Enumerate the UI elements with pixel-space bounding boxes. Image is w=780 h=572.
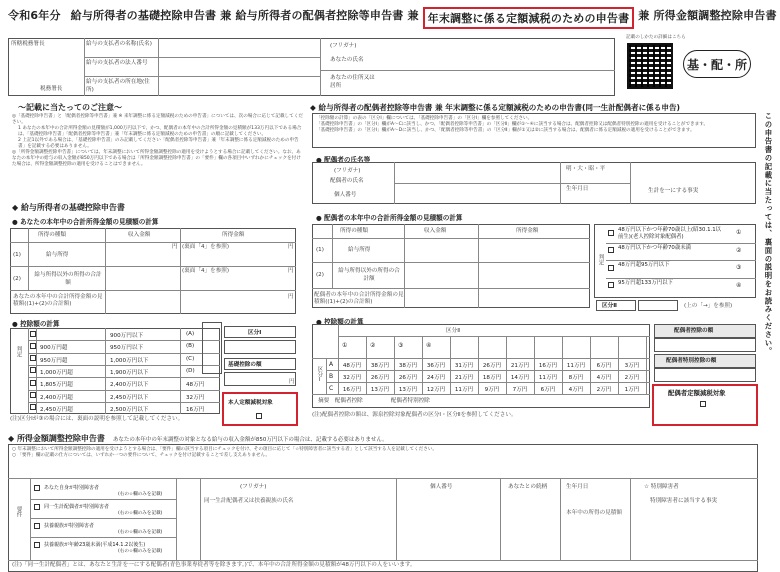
bracket-checkbox[interactable] xyxy=(30,392,38,399)
spouse-birthday-era: 明・大・昭・平 xyxy=(566,166,606,172)
bracket-code: 48万円 xyxy=(186,382,205,389)
notes-body xyxy=(12,114,304,168)
deduction-value: 2万円 xyxy=(596,387,612,393)
adjust-header xyxy=(8,433,388,444)
side-note: この申告書の記載に当たっては、裏面の説明をお読みください。 xyxy=(764,112,773,356)
row-divider xyxy=(30,499,176,500)
deduction-value: 32万円 xyxy=(342,375,362,381)
row-divider xyxy=(326,370,650,371)
deduction-value: 11万円 xyxy=(454,387,474,393)
title-join-2: 兼 xyxy=(407,9,419,22)
judge-item-label: 48万円超95万円以下 xyxy=(618,262,670,268)
spouse-col-amount: 所得金額 xyxy=(516,228,539,234)
req-label: 扶養親族が年齢23歳未満(平成14.1.2以後生) xyxy=(44,542,146,548)
judge-code: ② xyxy=(736,246,742,254)
judge-checkbox[interactable] xyxy=(608,264,616,271)
row-divider xyxy=(28,402,220,403)
adjust-relation: あなたとの続柄 xyxy=(508,484,548,490)
kubun1-label: 区分Ⅰ xyxy=(248,330,262,336)
adjust-mynumber: 個人番号 xyxy=(430,484,453,490)
basic-deduction-title: ● 控除額の計算 xyxy=(12,320,60,328)
yen-mark: 円 xyxy=(288,244,294,250)
bracket-checkbox[interactable] xyxy=(30,342,38,349)
judge-checkbox[interactable] xyxy=(608,282,616,289)
tax-office-suffix: 税務署長 xyxy=(40,86,63,92)
basic-section-title: ◆ 給与所得者の基礎控除申告書 xyxy=(12,203,125,212)
title-basic: 給与所得者の基礎控除申告書 xyxy=(70,9,217,22)
deduction-value: 16万円 xyxy=(538,363,558,369)
tax-office-label: 所轄税務署長 xyxy=(11,41,45,47)
deduction-value: 38万円 xyxy=(370,363,390,369)
spouse-teigaku-checkbox[interactable] xyxy=(700,400,708,407)
spouse-name-title: ● 配偶者の氏名等 xyxy=(316,156,371,164)
kubun1-side: 区分Ⅰ xyxy=(316,366,323,384)
spouse-total-label: 配偶者の本年中の合計所得金額の見積額((1)+(2)の合計額) xyxy=(314,292,404,306)
adjust-birthday: 生年月日 xyxy=(566,484,589,490)
spouse-intro-item: 「基礎控除申告書」の「区分Ⅰ」欄がA〜Cに該当し、かつ、「配偶者控除等申告書」の「区分Ⅱ」欄が①〜④に該当する場合は、配偶者控除又は配偶者特別控除の適用を受けることができます。 xyxy=(316,121,709,127)
deduction-value: 24万円 xyxy=(426,375,446,381)
adjust-instruction: ○ 「要件」欄の記載の仕方については、いずれか一つの要件について、チェックを付け記載することで差し支えありません。 xyxy=(12,452,270,458)
basic-col-income: 収入金額 xyxy=(128,232,151,238)
row-divider xyxy=(28,340,220,341)
spouse-teigaku-label: 配偶者定額減税対象 xyxy=(668,389,726,397)
form-type-badge: 基・配・所 xyxy=(683,50,751,78)
kubun1-row-label: A xyxy=(329,361,334,368)
deduction-value: 36万円 xyxy=(426,363,446,369)
deduction-value: 38万円 xyxy=(398,363,418,369)
row-divider xyxy=(606,243,756,244)
bracket-from: 1,805万円超 xyxy=(40,382,73,389)
adjust-instruction: ○ 年末調整において所得金額調整控除の適用を受けようとする場合は、「要件」欄の該当する項目にチェックを付け、その項目に応じて「☆特別障害者に該当する者」として該当する人を記載してください。 xyxy=(12,447,438,452)
basic-salary-amount-input[interactable] xyxy=(182,250,282,264)
spouse-intro-item: 「控除額の計算」の表の「区分Ⅰ」欄については、「基礎控除申告書」の「区分Ⅰ」欄を参照してください。 xyxy=(316,116,533,121)
deduction-value: 13万円 xyxy=(398,387,418,393)
spouse-income-title: ● 配偶者の本年中の合計所得金額の見積額の計算 xyxy=(316,214,463,222)
adjust-special-input[interactable] xyxy=(632,510,756,556)
basic-other-amount-input[interactable] xyxy=(182,276,282,288)
deduction-value: 9万円 xyxy=(484,387,500,393)
spouse-name-label: 配偶者の氏名 xyxy=(330,178,364,184)
note-item: ◎「基礎控除申告書」と「配偶者控除等申告書」兼 ※ 来年調整に係る定額減税のための申告書」については、次の場合に応じて記載してください。 xyxy=(12,114,303,125)
spouse-deduction-label: 配偶者控除の額 xyxy=(674,328,714,334)
bracket-to: 2,500万円以下 xyxy=(110,406,149,413)
row-divider xyxy=(30,537,176,538)
title-spouse: 給与所得者の配偶者控除等申告書 xyxy=(235,9,404,22)
basic-col-amount: 所得金額 xyxy=(222,232,245,238)
deduction-value: 11万円 xyxy=(566,363,586,369)
bracket-code: 16万円 xyxy=(186,406,205,413)
bracket-from: 900万円超 xyxy=(40,345,68,352)
row-divider xyxy=(606,278,756,279)
title-highlight: 年末調整に係る定額減税のための申告書 xyxy=(423,7,635,29)
your-address-label: あなたの住所又は居所 xyxy=(330,75,375,89)
spouse-other-amount-input[interactable] xyxy=(480,264,588,286)
req-hint: (右の☆欄のみを記載) xyxy=(118,511,163,516)
deduction-value: 4万円 xyxy=(596,375,612,381)
note-item: 1 あなたの本年中の合計所得金額の見積額が1,000万円以下で、かつ、配偶者の本年中の合計所得金額の見積額が133万円以下である場合は、「基礎控除申告書」「配偶者控除等申告書」兼「年末調整に係る定額減税のための申告書」の順に記載してください。 xyxy=(18,125,302,137)
spouse-footnote: (注)配偶者控除の額は、源泉控除対象配偶者の区分Ⅰ・区分Ⅱを参照してください。 xyxy=(312,412,517,418)
spouse-birthday-label: 生年月日 xyxy=(566,186,589,192)
kubun2-col: ③ xyxy=(398,342,404,349)
yen-mark: 円 xyxy=(288,294,294,300)
kubun2-col: ② xyxy=(370,342,376,349)
kubun2-col: ④ xyxy=(426,342,432,349)
spouse-col-income: 収入金額 xyxy=(424,228,447,234)
spouse-row-other: 給与所得以外の所得の合計額 xyxy=(338,268,400,282)
bracket-code: (B) xyxy=(186,343,195,350)
spouse-mynumber-input[interactable] xyxy=(396,185,558,202)
basic-total-label: あなたの本年中の合計所得金額の見積額((1)+(2)の合計額) xyxy=(13,294,103,308)
era-label: 令和6年分 xyxy=(8,9,61,22)
judge-code: ③ xyxy=(736,264,742,271)
kubun1-row-label: B xyxy=(329,373,334,380)
basic-judge-label: 判定 xyxy=(15,346,22,358)
bracket-checkbox[interactable] xyxy=(30,379,38,386)
req-hint: (右の☆欄のみを記載) xyxy=(118,492,163,497)
judge-code: ① xyxy=(736,229,742,236)
deduction-value: 21万円 xyxy=(454,375,474,381)
title-join-3: 兼 xyxy=(638,9,650,22)
deduction-value: 26万円 xyxy=(482,363,502,369)
your-name-label: あなたの氏名 xyxy=(330,57,364,63)
qr-caption: 記載のしかたの詳細はこちら xyxy=(626,35,686,40)
kubun2-ref: (上の「→」を参照) xyxy=(684,303,733,309)
adjust-person-input[interactable] xyxy=(202,506,394,556)
deduction-value: 12万円 xyxy=(426,387,446,393)
req-hint: (右の☆欄のみを記載) xyxy=(118,549,163,554)
deduction-value: 26万円 xyxy=(370,375,390,381)
payer-number-label: 給与の支払者の法人番号 xyxy=(86,60,148,66)
adjust-req-label: 要件 xyxy=(15,506,22,518)
payer-address-input[interactable] xyxy=(160,78,318,93)
bracket-to: 900万円以下 xyxy=(110,333,144,339)
kubun2-col: ① xyxy=(342,342,348,349)
spouse-row-salary: 給与所得 xyxy=(348,247,371,253)
bracket-from: 2,400万円超 xyxy=(40,394,73,401)
adjust-person-name: 同一生計配偶者又は扶養親族の氏名 xyxy=(204,498,294,504)
req-checkbox[interactable] xyxy=(34,484,42,491)
yen-mark: 円 xyxy=(172,244,178,250)
payer-name-input[interactable] xyxy=(160,40,318,55)
deduction-value: 48万円 xyxy=(342,363,362,369)
kubun1-input[interactable] xyxy=(224,340,296,354)
col-divider xyxy=(646,336,647,394)
basic-total-input[interactable] xyxy=(182,292,282,312)
deduction-value: 7万円 xyxy=(512,387,528,393)
spouse-col-type: 所得の種類 xyxy=(340,228,368,234)
adjust-section-title: ◆ 所得金額調整控除申告書 xyxy=(8,434,105,443)
bracket-checkbox[interactable] xyxy=(30,404,38,411)
qr-code[interactable] xyxy=(627,43,673,89)
spouse-mynumber-label: 個人番号 xyxy=(334,192,357,198)
judge-code: ④ xyxy=(736,281,742,289)
self-teigaku-checkbox[interactable] xyxy=(256,412,264,419)
spouse-judge-label: 判定 xyxy=(597,254,604,266)
bracket-to: 1,000万円以下 xyxy=(110,357,149,364)
row-divider xyxy=(28,365,220,366)
kubun1-row-label: C xyxy=(329,385,334,392)
spouse-furigana-label: (フリガナ) xyxy=(334,168,361,174)
row-divider xyxy=(28,390,220,391)
spouse-name-input[interactable] xyxy=(396,164,558,181)
notes-title: 〜記載に当たってのご注意〜 xyxy=(18,103,122,112)
deduction-value: 14万円 xyxy=(510,375,530,381)
spouse-special-label: 配偶者特別控除の額 xyxy=(666,358,717,364)
deduction-value: 16万円 xyxy=(342,387,362,393)
bracket-checkbox[interactable] xyxy=(30,367,38,374)
spouse-intro-item: 「基礎控除申告書」の「区分Ⅰ」欄がA〜Dに該当し、かつ、「配偶者控除等申告書」の「区分Ⅱ」欄が①又は②に該当する場合は、配偶者に係る定額減税の適用を受けることができます。 xyxy=(316,127,695,133)
title-adjust: 所得金額調整控除申告書 xyxy=(653,9,777,22)
row-divider xyxy=(30,518,176,519)
basic-row-salary: 給与所得 xyxy=(46,252,69,258)
basic-col-type: 所得の種類 xyxy=(38,232,66,238)
your-name-input[interactable] xyxy=(380,40,612,68)
bracket-code: (A) xyxy=(186,331,195,337)
furigana-label: (フリガナ) xyxy=(330,43,357,49)
deduction-value: 8万円 xyxy=(568,375,584,381)
req-hint: (右の☆欄のみを記載) xyxy=(118,530,163,535)
basic-footnote: (注)区分Ⅰが③の場合には、裏面の説明を参照して記載してください。 xyxy=(10,416,184,422)
judge-checkbox[interactable] xyxy=(608,229,616,236)
bracket-to: 2,450万円以下 xyxy=(110,394,149,401)
spouse-section-title: ◆ 給与所得者の配偶者控除等申告書 兼 年末調整に係る定額減税のための申告書(同一生計配偶者に係る申告) xyxy=(310,103,681,112)
payer-number-input[interactable] xyxy=(160,59,318,74)
bracket-to: 1,900万円以下 xyxy=(110,369,149,376)
basic-income-title: ● あなたの本年中の合計所得金額の見積額の計算 xyxy=(12,218,159,226)
basic-deduction-input[interactable] xyxy=(224,372,296,386)
deduction-value: 4万円 xyxy=(568,387,584,393)
kubun2-label: 区分Ⅱ xyxy=(602,303,617,309)
spouse-special-input[interactable] xyxy=(654,368,756,382)
adjust-special-fact: 特別障害者に該当する事実 xyxy=(650,498,718,504)
req-checkbox[interactable] xyxy=(34,503,42,510)
judge-item-label: 48万円以下かつ年齢70歳以上(昭30.1.1以前生)(老人控除対象配偶者) xyxy=(618,227,722,241)
deduction-value: 18万円 xyxy=(482,375,502,381)
spouse-salary-amount-input[interactable] xyxy=(480,240,588,260)
bracket-to: 2,400万円以下 xyxy=(110,382,149,389)
kubun2-header: 区分Ⅱ xyxy=(446,328,460,334)
note-item: ◎「所得金額調整控除申告書」については、年末調整において所得金額調整控除の適用を受けようとする場合に記載してください。なお、あなたの本年中の給与の収入金額が850万円以下である場合は「所得金額調整控除申告書」の「要件」欄の各項目中いずれかにチェックを付けた場合は、所得金額調整控除の適用を受けることはできません。 xyxy=(12,149,301,167)
bracket-from: 2,450万円超 xyxy=(40,406,73,413)
spouse-total-input[interactable] xyxy=(480,290,588,306)
bracket-code: 32万円 xyxy=(186,394,205,401)
adjust-income: 本年中の所得の見積額 xyxy=(566,510,622,516)
req-checkbox[interactable] xyxy=(34,522,42,529)
deduction-value: 13万円 xyxy=(370,387,390,393)
deduction-value: 1万円 xyxy=(624,387,640,393)
row-divider xyxy=(606,260,756,261)
deduction-value: 26万円 xyxy=(398,375,418,381)
bracket-from: 950万円超 xyxy=(40,357,68,364)
adjust-footnote: (注)「同一生計配偶者」とは、あなたと生計を一にする配偶者(青色事業専従者等を除きます。)で、本年中の合計所得金額の見積額が48万円以下の人をいいます。 xyxy=(12,562,416,568)
spouse-deduction-title: ● 控除額の計算 xyxy=(316,318,364,326)
payer-name-label: 給与の支払者の名称(氏名) xyxy=(86,41,152,47)
self-teigaku-label: 本人定額減税対象 xyxy=(228,400,273,406)
row-divider xyxy=(326,382,650,383)
basic-note-form: (裏面「4」を参照) xyxy=(182,244,230,250)
bracket-checkbox[interactable] xyxy=(30,355,38,362)
bracket-code: (C) xyxy=(186,355,195,362)
adjust-special-label: ☆ 特別障害者 xyxy=(644,484,679,490)
bracket-code: (D) xyxy=(186,367,195,374)
row-divider xyxy=(28,377,220,378)
adjust-condition: あなたの本年中の年末調整の対象となる給与の収入金額が850万円以下の場合は、記載する必要はありません。 xyxy=(112,437,388,443)
judge-item-label: 95万円超133万円以下 xyxy=(618,279,673,286)
judge-item-label: 48万円以下かつ年齢70歳未満 xyxy=(618,244,692,251)
spouse-deduction-input[interactable] xyxy=(654,338,756,352)
note-item: 2 上記1以外である場合は、「基礎控除申告書」のみ記載してください「配偶者控除等申告書」兼「年末調整に係る定額減税のための申告書」を記載する必要はありません。 xyxy=(18,137,299,149)
bracket-checkbox[interactable] xyxy=(30,330,38,337)
deduction-value: 3万円 xyxy=(624,363,640,369)
req-checkbox[interactable] xyxy=(34,541,42,548)
bracket-to: 950万円以下 xyxy=(110,345,144,352)
basic-row-other: 給与所得以外の所得の合計額 xyxy=(34,272,102,286)
bracket-from: 1,000万円超 xyxy=(40,369,73,376)
deduction-value: 2万円 xyxy=(624,375,640,381)
your-address-input[interactable] xyxy=(380,72,612,94)
req-label: 同一生計配偶者が特別障害者 xyxy=(44,504,110,510)
basic-note-form-2: (裏面「4」を参照) xyxy=(182,268,230,274)
adjust-furigana: (フリガナ) xyxy=(240,484,267,490)
yen-mark: 円 xyxy=(288,268,294,274)
row-divider xyxy=(28,353,220,354)
deduction-value: 21万円 xyxy=(510,363,530,369)
payer-address-label: 給与の支払者の所在地(住所) xyxy=(86,79,150,93)
req-label: 扶養親族が特別障害者 xyxy=(44,523,95,529)
deduction-value: 6万円 xyxy=(540,387,556,393)
deduction-value: 6万円 xyxy=(596,363,612,369)
spouse-household-label: 生計を一にする事実 xyxy=(648,188,699,194)
judge-checkbox[interactable] xyxy=(608,247,616,254)
spouse-salary-income-input[interactable] xyxy=(406,240,476,260)
title-join-1: 兼 xyxy=(220,9,232,22)
basic-salary-income-input[interactable] xyxy=(107,244,177,264)
deduction-value: 11万円 xyxy=(538,375,558,381)
form-title xyxy=(8,7,777,29)
kubun2-input[interactable] xyxy=(638,300,678,311)
req-label: あなた自身が特別障害者 xyxy=(44,485,100,491)
deduction-value: 31万円 xyxy=(454,363,474,369)
yen-mark: 円 xyxy=(289,379,295,385)
basic-deduction-label: 基礎控除の額 xyxy=(228,362,262,368)
